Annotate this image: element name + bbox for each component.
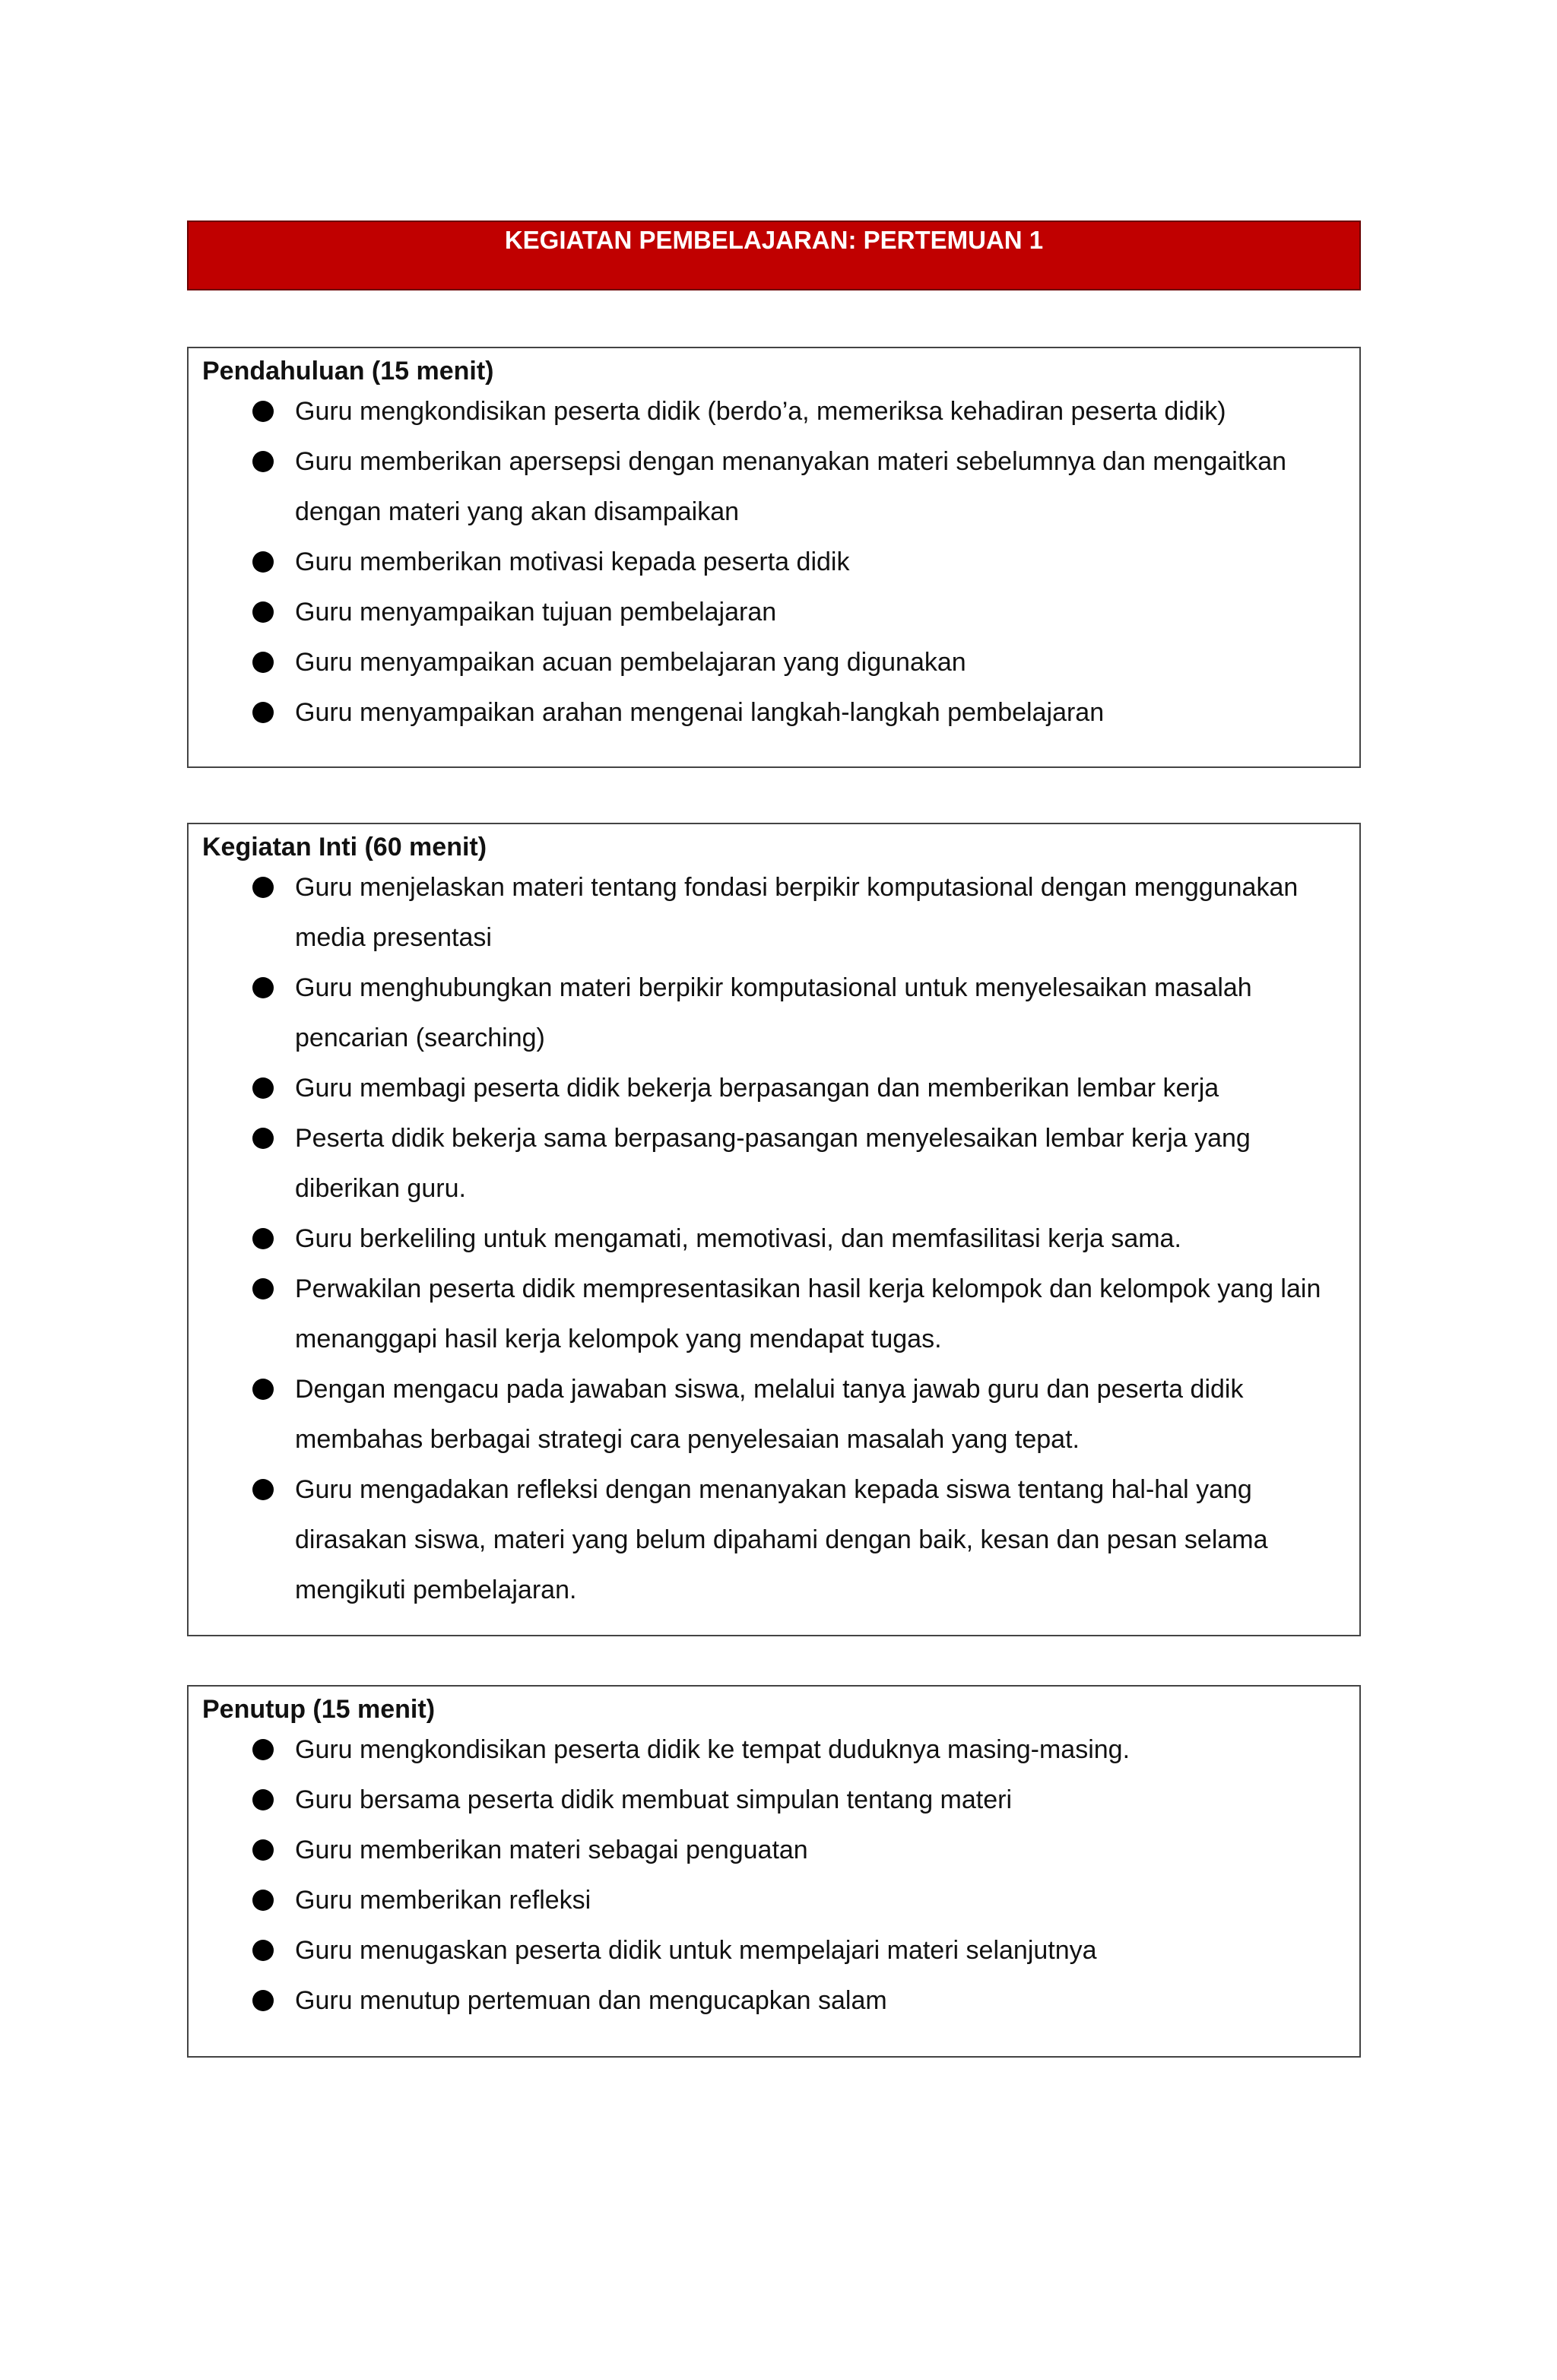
list-item-text: Guru mengkondisikan peserta didik ke tempat duduknya masing-masing. (295, 1735, 1130, 1764)
list-item (202, 1775, 1346, 1825)
list-item-text: Guru menyampaikan acuan pembelajaran yang digunakan (295, 648, 966, 677)
header-bar (187, 221, 1361, 290)
bullet-list (202, 862, 1346, 1615)
bullet-icon (252, 1990, 274, 2011)
list-item (202, 1364, 1346, 1464)
list-item-text: Guru menyampaikan arahan mengenai langkah-langkah pembelajaran (295, 698, 1105, 727)
bullet-icon (252, 601, 274, 623)
list-item (202, 386, 1346, 436)
list-item (202, 1725, 1346, 1775)
bullet-icon (252, 1839, 274, 1861)
list-item (202, 436, 1346, 537)
section-title: Kegiatan Inti (60 menit) (202, 833, 487, 862)
bullet-icon (252, 1128, 274, 1149)
bullet-icon (252, 1379, 274, 1400)
bullet-icon (252, 1789, 274, 1810)
list-item (202, 963, 1346, 1063)
bullet-icon (252, 1940, 274, 1961)
list-item-text: Perwakilan peserta didik mempresentasikan hasil kerja kelompok dan kelompok yang lain menanggapi hasil kerja kelompok yang mendapat tugas. (295, 1274, 1321, 1353)
bullet-list (202, 386, 1346, 738)
section-kegiatan-inti (187, 823, 1361, 1636)
bullet-icon (252, 977, 274, 998)
list-item (202, 1464, 1346, 1615)
bullet-icon (252, 551, 274, 573)
list-item (202, 1113, 1346, 1214)
list-item-text: Guru memberikan refleksi (295, 1886, 591, 1915)
list-item-text: Guru mengkondisikan peserta didik (berdo’a, memeriksa kehadiran peserta didik) (295, 397, 1226, 426)
bullet-icon (252, 401, 274, 422)
bullet-icon (252, 1228, 274, 1249)
list-item-text: Guru menugaskan peserta didik untuk mempelajari materi selanjutnya (295, 1936, 1097, 1965)
bullet-icon (252, 451, 274, 472)
list-item-text: Guru memberikan motivasi kepada peserta didik (295, 547, 850, 576)
list-item (202, 1975, 1346, 2026)
section-title: Pendahuluan (15 menit) (202, 357, 494, 386)
bullet-icon (252, 1739, 274, 1760)
list-item-text: Guru menutup pertemuan dan mengucapkan salam (295, 1986, 887, 2015)
list-item-text: Guru menjelaskan materi tentang fondasi berpikir komputasional dengan menggunakan media presentasi (295, 873, 1299, 952)
bullet-icon (252, 1890, 274, 1911)
section-pendahuluan (187, 347, 1361, 768)
list-item-text: Guru bersama peserta didik membuat simpulan tentang materi (295, 1785, 1013, 1814)
list-item (202, 1063, 1346, 1113)
list-item (202, 687, 1346, 738)
list-item (202, 1875, 1346, 1925)
list-item-text: Peserta didik bekerja sama berpasang-pasangan menyelesaikan lembar kerja yang diberikan guru. (295, 1124, 1251, 1203)
list-item-text: Guru memberikan materi sebagai penguatan (295, 1836, 808, 1864)
bullet-icon (252, 652, 274, 673)
page-title: KEGIATAN PEMBELAJARAN: PERTEMUAN 1 (504, 226, 1044, 254)
list-item (202, 1264, 1346, 1364)
list-item (202, 637, 1346, 687)
list-item-text: Guru mengadakan refleksi dengan menanyakan kepada siswa tentang hal-hal yang dirasakan siswa, materi yang belum dipahami dengan baik, kesan dan pesan selama mengikuti pembelajaran. (295, 1475, 1268, 1604)
list-item-text: Guru menyampaikan tujuan pembelajaran (295, 598, 777, 627)
bullet-icon (252, 1479, 274, 1500)
bullet-icon (252, 1077, 274, 1099)
list-item-text: Guru menghubungkan materi berpikir komputasional untuk menyelesaikan masalah pencarian (searching) (295, 973, 1252, 1052)
bullet-list (202, 1725, 1346, 2026)
list-item (202, 862, 1346, 963)
list-item-text: Guru berkeliling untuk mengamati, memotivasi, dan memfasilitasi kerja sama. (295, 1224, 1181, 1253)
list-item-text: Guru membagi peserta didik bekerja berpasangan dan memberikan lembar kerja (295, 1074, 1219, 1103)
list-item-text: Dengan mengacu pada jawaban siswa, melalui tanya jawab guru dan peserta didik membahas berbagai strategi cara penyelesaian masalah yang tepat. (295, 1375, 1244, 1454)
list-item (202, 587, 1346, 637)
bullet-icon (252, 877, 274, 898)
bullet-icon (252, 1278, 274, 1299)
list-item (202, 1925, 1346, 1975)
list-item (202, 537, 1346, 587)
list-item (202, 1214, 1346, 1264)
list-item (202, 1825, 1346, 1875)
list-item-text: Guru memberikan apersepsi dengan menanyakan materi sebelumnya dan mengaitkan dengan materi yang akan disampaikan (295, 447, 1287, 526)
section-penutup (187, 1685, 1361, 2058)
section-title: Penutup (15 menit) (202, 1695, 436, 1724)
bullet-icon (252, 702, 274, 723)
